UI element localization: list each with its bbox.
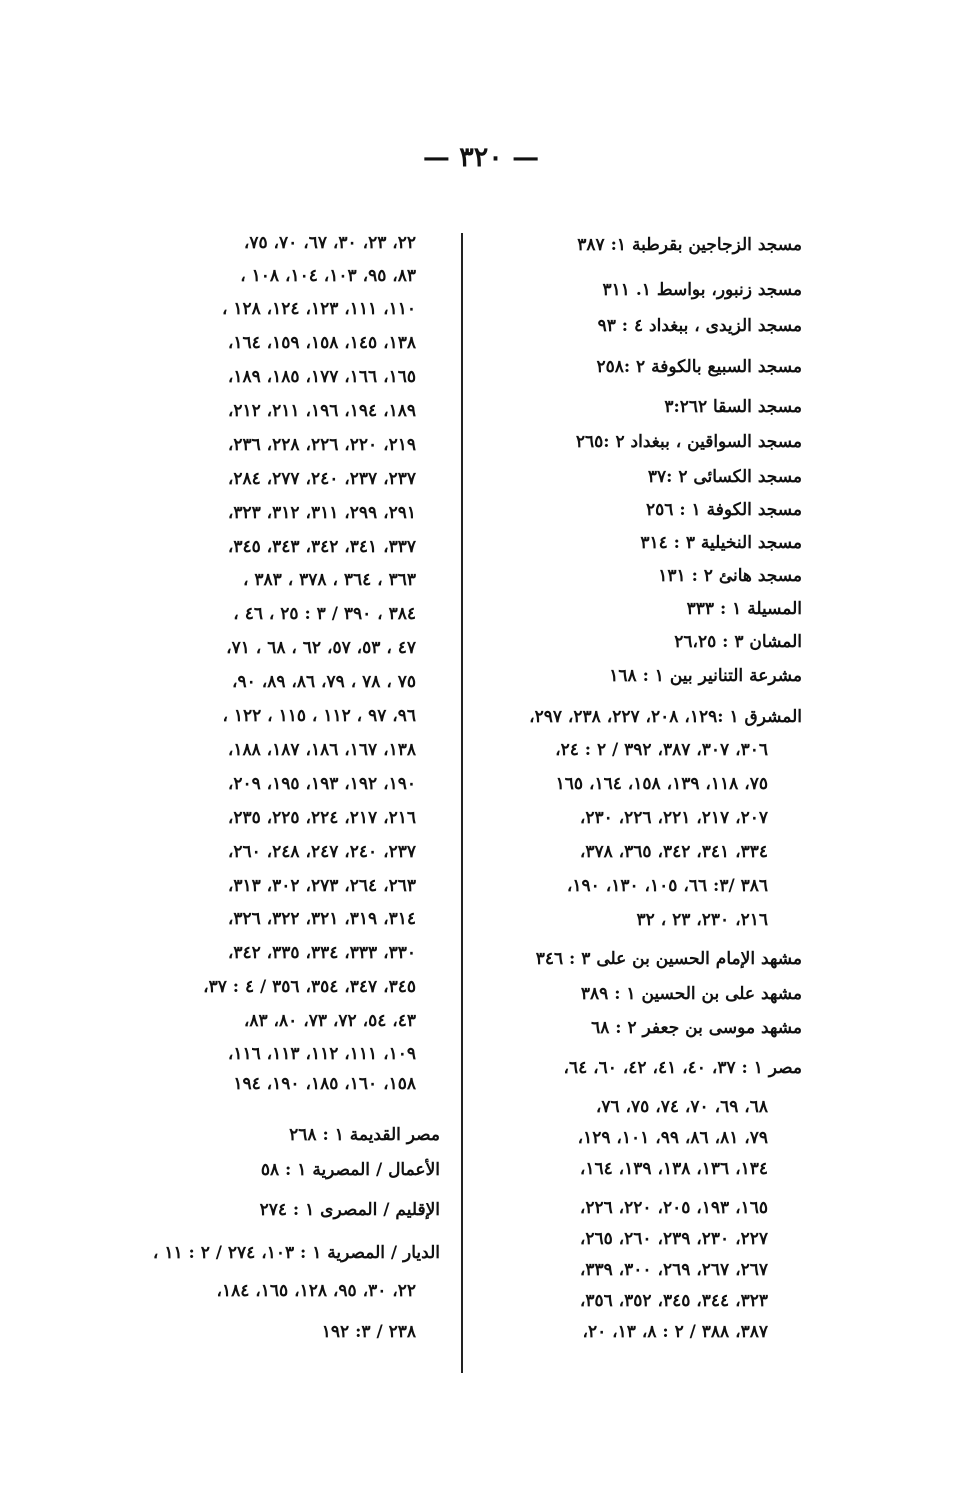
column-divider [461, 233, 463, 1373]
index-entry: مسجد النخيلية ٣ : ٣١٤ [640, 533, 802, 553]
index-entry-continuation: ٢٦٧، ٢٦٧، ٢٦٩، ٣٠٠، ٣٣٩، [579, 1260, 768, 1280]
index-entry-continuation: ١٠٩، ١١١، ١١٢، ١١٣، ١١٦، [227, 1044, 416, 1064]
index-entry-continuation: ٢٣٨ / ٣: ١٩٢ [321, 1322, 416, 1342]
index-entry: مسجد السبيع بالكوفة ٢ :٢٥٨ [596, 357, 802, 377]
index-entry-continuation: ٢٢، ٣٠، ٩٥، ١٢٨، ١٦٥، ١٨٤، [216, 1281, 416, 1301]
index-entry: مشهد الإمام الحسين بن على ٣ : ٣٤٦ [535, 949, 802, 969]
index-entry: المشرق ١ :١٢٩، ٢٠٨، ٢٢٧، ٢٣٨، ٢٩٧، [529, 707, 802, 727]
index-entry-continuation: ١١٠، ١١١، ١٢٣، ١٢٤، ١٢٨ ، [221, 299, 416, 319]
index-entry-continuation: ٢١٦، ٢١٧، ٢٢٤، ٢٢٥، ٢٣٥، [227, 808, 416, 828]
index-entry-continuation: ٣٢٣، ٣٤٤، ٣٤٥، ٣٥٢، ٣٥٦، [579, 1291, 768, 1311]
index-entry: مشهد على بن الحسين ١ : ٣٨٩ [580, 984, 802, 1004]
index-entry-continuation: ٢١٩، ٢٢٠، ٢٢٦، ٢٢٨، ٢٣٦، [227, 435, 416, 455]
index-entry: المسيلة ١ : ٣٣٣ [686, 599, 802, 619]
index-entry: مسجد الكوفة ١ : ٢٥٦ [646, 500, 802, 520]
index-entry-continuation: ٣٦٣ ، ٣٦٤ ، ٣٧٨ ، ٣٨٣ ، [242, 570, 416, 590]
index-entry-continuation: ٢٢، ٢٣، ٣٠، ٦٧، ٧٠، ٧٥، [243, 233, 416, 253]
index-entry-continuation: ٧٥، ١١٨، ١٣٩، ١٥٨، ١٦٤، ١٦٥ [555, 774, 768, 794]
index-entry: مشهد موسى بن جعفر ٢ : ٦٨ [591, 1018, 802, 1038]
index-entry-continuation: ١٣٨، ١٤٥، ١٥٨، ١٥٩، ١٦٤، [227, 333, 416, 353]
index-entry-continuation: ١٦٥، ١٩٣، ٢٠٥، ٢٢٠، ٢٢٦، [579, 1198, 768, 1218]
index-entry-continuation: ٣٤٥، ٣٤٧، ٣٥٤، ٣٥٦ / ٤ : ٣٧، [203, 977, 416, 997]
index-entry: مسجد زنبور، بواسط ١. ٣١١ [602, 280, 802, 300]
index-entry-continuation: ٢٩١، ٢٩٩، ٣١١، ٣١٢، ٣٢٣، [227, 503, 416, 523]
index-entry: مصر القديمة ١ : ٢٦٨ [289, 1125, 440, 1145]
index-entry-continuation: ٢٣٧، ٢٤٠، ٢٤٧، ٢٤٨، ٢٦٠، [227, 842, 416, 862]
index-entry-continuation: ٨٣، ٩٥، ١٠٣، ١٠٤، ١٠٨ ، [240, 266, 416, 286]
index-entry-continuation: ٧٩، ٨١، ٨٦، ٩٩، ١٠١، ١٢٩، [577, 1128, 768, 1148]
index-entry-continuation: ١٣٨، ١٦٧، ١٨٦، ١٨٧، ١٨٨، [227, 740, 416, 760]
index-entry-continuation: ٣٨٧، ٣٨٨ / ٢ : ٨، ١٣، ٢٠، [582, 1322, 768, 1342]
index-entry-continuation: ٩٦، ٩٧ ، ١١٢ ، ١١٥ ، ١٢٢ ، [222, 706, 416, 726]
index-entry-continuation: ٣٨٤ ، ٣٩٠ / ٣ : ٢٥ ، ٤٦ ، [233, 604, 416, 624]
index-entry-continuation: ١٦٥، ١٦٦، ١٧٧، ١٨٥، ١٨٩، [227, 367, 416, 387]
index-entry-continuation: ١٩٠، ١٩٢، ١٩٣، ١٩٥، ٢٠٩، [227, 774, 416, 794]
index-entry-continuation: ٣٣٤، ٣٤١، ٣٤٢، ٣٦٥، ٣٧٨، [579, 842, 768, 862]
index-entry-continuation: ٣١٤، ٣١٩، ٣٢١، ٣٢٢، ٣٢٦، [227, 909, 416, 929]
index-entry: مسجد الكسائى ٢ :٣٧ [647, 467, 802, 487]
index-entry-continuation: ٤٧ ، ٥٣، ٥٧، ٦٢ ، ٦٨ ، ٧١، [226, 638, 416, 658]
index-entry-continuation: ١٨٩، ١٩٤، ١٩٦، ٢١١، ٢١٢، [227, 401, 416, 421]
index-entry-continuation: ١٥٨، ١٦٠، ١٨٥، ١٩٠، ١٩٤ [233, 1074, 416, 1094]
index-entry-continuation: ٢١٦، ٢٣٠، ٢٣ ، ٣٢ [636, 910, 768, 930]
index-entry: مسجد السقا ٣:٢٦٢ [664, 397, 802, 417]
index-entry-continuation: ٣٨٦ /٣: ٦٦، ١٠٥، ١٣٠، ١٩٠، [566, 876, 768, 896]
index-entry-continuation: ٣٣٧، ٣٤١، ٣٤٢، ٣٤٣، ٣٤٥، [227, 537, 416, 557]
index-entry-continuation: ٣٠٦، ٣٠٧، ٣٨٧، ٣٩٢ / ٢ : ٢٤، [555, 740, 768, 760]
index-entry-continuation: ٣٣٠، ٣٣٣، ٣٣٤، ٣٣٥، ٣٤٢، [227, 943, 416, 963]
index-entry-continuation: ٢٣٧، ٢٣٧، ٢٤٠، ٢٧٧، ٢٨٤، [227, 469, 416, 489]
index-entry-continuation: ٦٨، ٦٩، ٧٠، ٧٤، ٧٥، ٧٦، [595, 1097, 768, 1117]
index-entry-continuation: ٢٦٣، ٢٦٤، ٢٧٣، ٣٠٢، ٣١٣، [227, 876, 416, 896]
index-entry-continuation: ٧٥ ، ٧٨ ، ٧٩، ٨٦، ٨٩، ٩٠، [232, 672, 416, 692]
index-entry: مسجد الزيدى ، ببغداد ٤ : ٩٣ [597, 316, 802, 336]
index-entry: مسجد الزجاجين بقرطبة ١: ٣٨٧ [577, 235, 802, 255]
index-entry: الديار / المصرية ١ : ١٠٣، ٢٧٤ / ٢ : ١١ ، [152, 1243, 440, 1263]
index-entry: مسجد هانئ ٢ : ١٣١ [658, 566, 802, 586]
index-entry: مصر ١ : ٣٧، ٤٠، ٤١، ٤٢، ٦٠، ٦٤، [563, 1058, 802, 1078]
index-entry: المشان ٣ : ٢٦،٢٥ [674, 632, 802, 652]
index-entry-continuation: ٢٢٧، ٢٣٠، ٢٣٩، ٢٦٠، ٢٦٥، [579, 1229, 768, 1249]
index-entry-continuation: ٤٣، ٥٤، ٧٢، ٧٣، ٨٠، ٨٣، [243, 1011, 416, 1031]
index-entry: مشرعة التنانير بين ١ : ١٦٨ [609, 666, 802, 686]
page-number: — ٣٢٠ — [422, 142, 540, 173]
index-entry: مسجد السواقين ، ببغداد ٢ :٢٦٥ [575, 432, 802, 452]
index-entry-continuation: ١٣٤، ١٣٦، ١٣٨، ١٣٩، ١٦٤، [579, 1159, 768, 1179]
index-entry-continuation: ٢٠٧، ٢١٧، ٢٢١، ٢٢٦، ٢٣٠، [579, 808, 768, 828]
index-entry: الإقليم / المصرى ١ : ٢٧٤ [259, 1200, 440, 1220]
index-entry: الأعمال / المصرية ١ : ٥٨ [260, 1160, 440, 1180]
